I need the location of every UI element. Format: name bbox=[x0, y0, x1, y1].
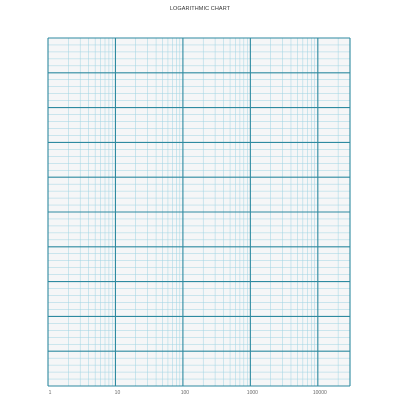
x-tick-label: 100 bbox=[180, 390, 190, 396]
x-tick-label: 1000 bbox=[246, 390, 258, 396]
x-tick-label: 10000 bbox=[312, 390, 327, 396]
chart-title: LOGARITHMIC CHART bbox=[169, 6, 231, 12]
x-tick-label: 1 bbox=[48, 390, 52, 396]
x-tick-labels bbox=[49, 390, 327, 396]
x-tick-label: 10 bbox=[114, 390, 121, 396]
